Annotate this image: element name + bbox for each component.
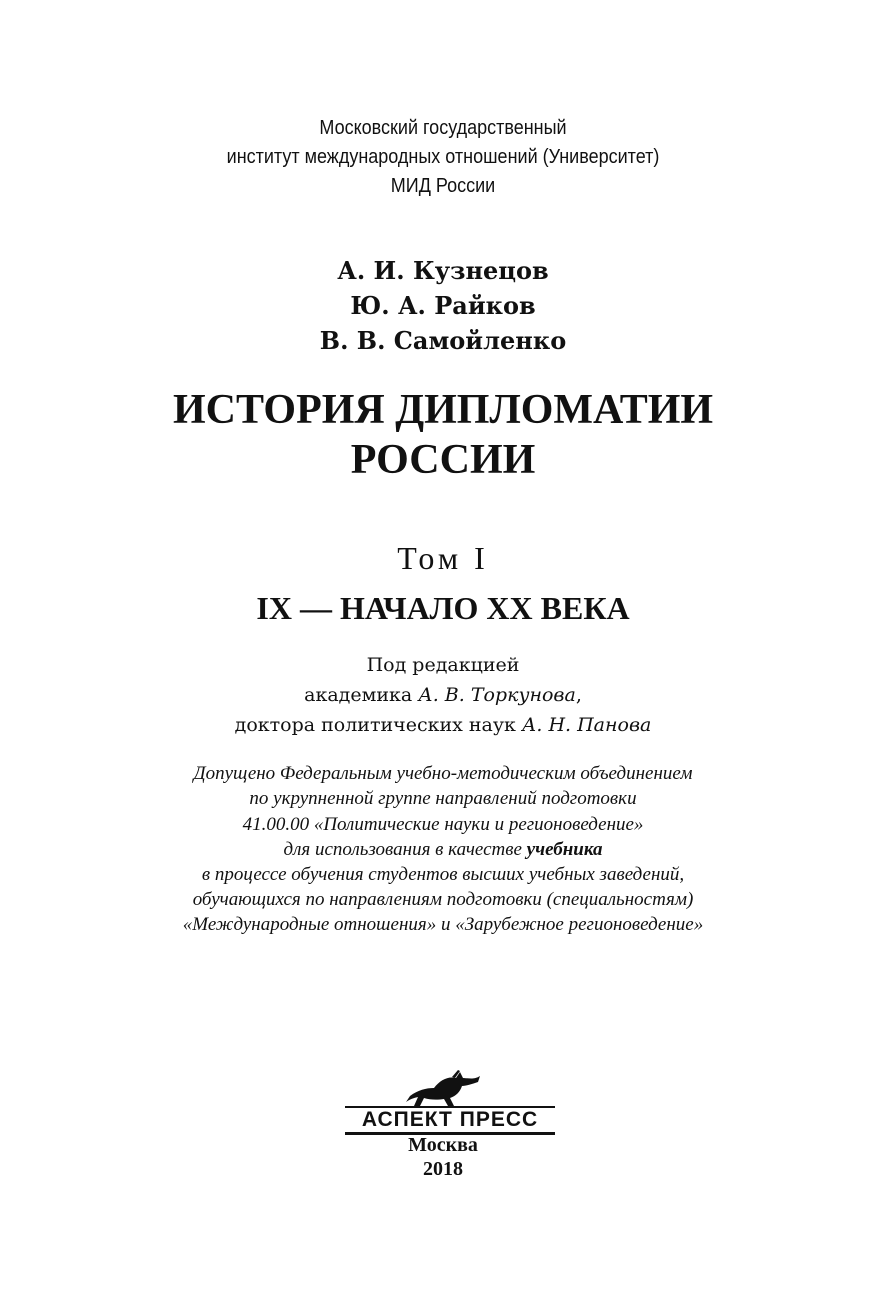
period-label: IX — НАЧАЛО XX ВЕКА xyxy=(256,590,630,626)
volume-label: Том I xyxy=(397,540,489,576)
horse-rider-logo-icon xyxy=(400,1068,486,1108)
publisher-logo-text: АСПЕКТ ПРЕСС xyxy=(345,1106,555,1135)
approval-line-2: по укрупненной группе направлений подготовки xyxy=(249,788,637,809)
approval-textbook-word: учебника xyxy=(526,839,603,860)
approval-line-5: в процессе обучения студентов высших учебных заведений, xyxy=(201,864,685,885)
editors-line-1: Под редакцией xyxy=(366,654,520,676)
publisher-city: Москва xyxy=(408,1134,478,1156)
author-3: В. В. Самойленко xyxy=(319,326,567,355)
editor-name-1: А. В. Торкунова xyxy=(418,684,576,706)
editors-line-3-prefix: доктора политических наук xyxy=(234,714,522,736)
editors-line-2-prefix: академика xyxy=(304,684,419,706)
approval-line-4-prefix: для использования в качестве xyxy=(283,839,527,860)
publication-year: 2018 xyxy=(423,1158,463,1180)
author-1: А. И. Кузнецов xyxy=(337,256,549,285)
institution-line-2: институт международных отношений (Университет) xyxy=(226,146,660,168)
approval-line-3: 41.00.00 «Политические науки и регионоведение» xyxy=(242,814,644,835)
author-2: Ю. А. Райков xyxy=(350,291,536,320)
institution-line-1: Московский государственный xyxy=(319,117,567,139)
editors-line-3 xyxy=(0,714,886,736)
editor-name-2: А. Н. Панова xyxy=(521,714,652,736)
editors-line-2-suffix: , xyxy=(575,684,582,706)
approval-line-6: обучающихся по направлениям подготовки (специальностям) xyxy=(192,889,694,910)
approval-line-1: Допущено Федеральным учебно-методическим объединением xyxy=(193,763,693,784)
book-title-line-2: РОССИИ xyxy=(350,437,536,483)
book-title-line-1: ИСТОРИЯ ДИПЛОМАТИИ xyxy=(172,387,714,433)
approval-line-7: «Международные отношения» и «Зарубежное регионоведение» xyxy=(182,914,704,935)
approval-line-4 xyxy=(0,839,886,861)
editors-line-2 xyxy=(0,684,886,706)
institution-line-3: МИД России xyxy=(390,175,496,197)
